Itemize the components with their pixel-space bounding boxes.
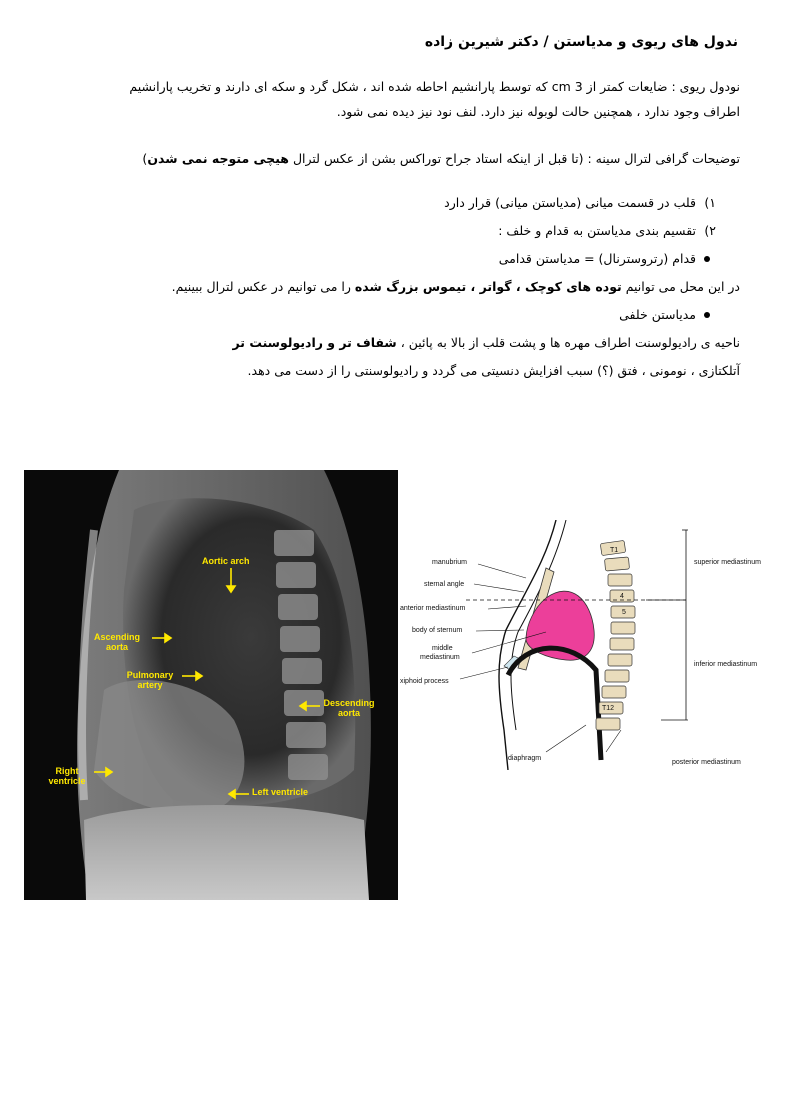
anterior-text-end: را می توانیم در عکس لترال ببینیم. (171, 279, 355, 294)
mediastinum-diagram (396, 520, 780, 770)
intro-line-1: نودول ریوی : ضایعات کمتر از 3 cm که توسط پارانشیم احاطه شده اند ، شکل گرد و سکه ای دارند و تخریب پارانشیم (129, 79, 740, 94)
page-title: ندول های ریوی و مدیاستن / دکتر شیرین زاده (424, 34, 738, 50)
bullet-text: قدام (رتروسترنال) = مدیاستن قدامی (498, 251, 696, 266)
bullet-text: مدیاستن خلفی (619, 307, 696, 322)
lateral-chest-xray (24, 470, 398, 900)
label-right-ventricle: Right ventricle (48, 766, 86, 786)
list-number: ۲) (704, 223, 716, 238)
xray-image (24, 470, 398, 900)
label-middle-mediastinum: middle (432, 645, 453, 652)
label-sternal-angle: sternal angle (424, 581, 465, 588)
lateral-notes-aside-end: ) (142, 151, 148, 166)
list-number: ۱) (704, 195, 716, 210)
label-descending-aorta: Descending aorta (323, 698, 375, 718)
anterior-description (50, 273, 740, 301)
posterior-text: ناحیه ی رادیولوسنت اطراف مهره ها و پشت قلب از بالا به پائین ، (396, 335, 740, 350)
anterior-bold-text: توده های کوچک ، گواتر ، تیموس بزرگ شده (354, 279, 622, 294)
label-inferior-mediastinum: inferior mediastinum (694, 661, 758, 668)
label-diaphragm: diaphragm (508, 755, 542, 762)
lateral-notes-aside: (تا قبل از اینکه استاد جراح توراکس بشن از عکس لترال (288, 151, 588, 166)
notes-list (50, 189, 740, 385)
lateral-notes (50, 146, 740, 171)
label-aortic-arch: Aortic arch (202, 556, 250, 566)
list-item (50, 189, 740, 217)
label-posterior-mediastinum: posterior mediastinum (672, 759, 741, 766)
posterior-description-2: آتلکتازی ، نومونی ، فتق (؟) سبب افزایش دنسیتی می گردد و رادیولوسنتی را از دست می دهد. (247, 363, 740, 378)
label-body-of-sternum: body of sternum (412, 627, 463, 634)
bullet-item-anterior (50, 245, 740, 273)
anterior-text: در این محل می توانیم (621, 279, 740, 294)
list-item-text: قلب در قسمت میانی (مدیاستن میانی) قرار دارد (444, 195, 696, 210)
intro-paragraph (50, 74, 740, 124)
list-item-text: تقسیم بندی مدیاستن به قدام و خلف : (498, 223, 696, 238)
lateral-notes-aside-bold: هیچی متوجه نمی شدن (147, 151, 289, 166)
label-middle-mediastinum-2: mediastinum (420, 654, 460, 661)
lateral-notes-lead: توضیحات گرافی لترال سینه : (587, 151, 740, 166)
label-anterior-mediastinum: anterior mediastinum (400, 605, 466, 612)
list-item (50, 217, 740, 245)
label-t1: T1 (610, 547, 619, 554)
label-t12: T12 (602, 705, 615, 712)
label-manubrium: manubrium (432, 559, 468, 566)
label-xiphoid-process: xiphoid process (400, 678, 449, 685)
diagram-illustration (396, 520, 780, 770)
label-superior-mediastinum: superior mediastinum (694, 559, 761, 566)
label-pulmonary-artery: Pulmonary artery (126, 670, 174, 690)
label-ascending-aorta: Ascending aorta (93, 632, 140, 652)
label-t4: 4 (620, 593, 624, 600)
posterior-bold-text: شفاف تر و رادیولوسنت تر (232, 335, 397, 350)
posterior-description (50, 329, 740, 357)
intro-line-2: اطراف وجود ندارد ، همچنین حالت لوبوله نیز دارد. لنف نود نیز دیده نمی شود. (336, 104, 740, 119)
bullet-item-posterior (50, 301, 740, 329)
label-left-ventricle: Left ventricle (252, 787, 309, 797)
label-t5: 5 (622, 609, 626, 616)
